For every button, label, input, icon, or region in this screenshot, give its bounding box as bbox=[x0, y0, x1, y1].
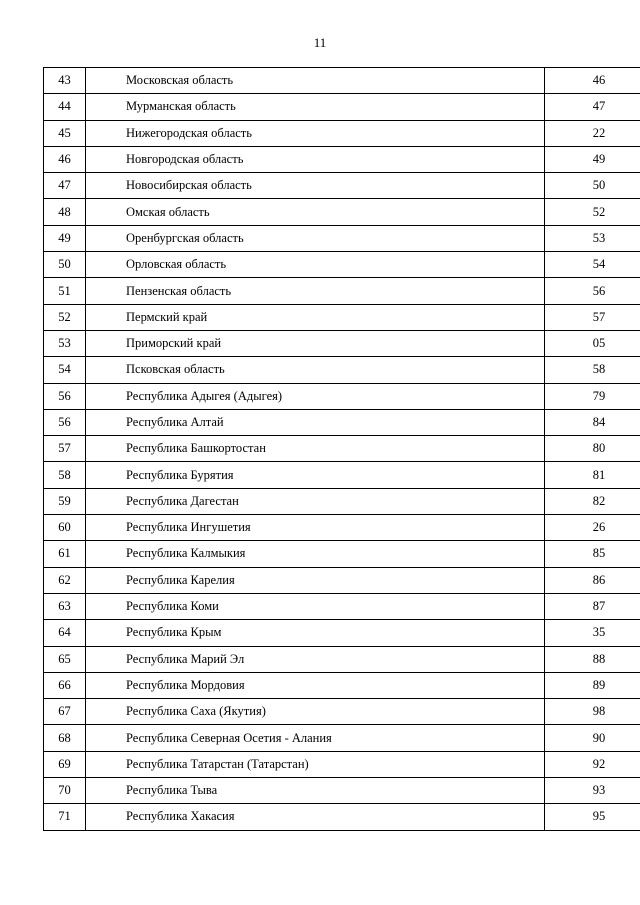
region-code-cell: 05 bbox=[545, 330, 640, 356]
region-name-cell: Республика Мордовия bbox=[86, 672, 545, 698]
row-number-cell: 51 bbox=[44, 278, 86, 304]
row-number-cell: 61 bbox=[44, 541, 86, 567]
page-number: 11 bbox=[313, 35, 327, 50]
row-number-cell: 44 bbox=[44, 94, 86, 120]
region-code-cell: 88 bbox=[545, 646, 640, 672]
region-code-cell: 89 bbox=[545, 672, 640, 698]
row-number-cell: 65 bbox=[44, 646, 86, 672]
region-code-cell: 35 bbox=[545, 620, 640, 646]
region-name-cell: Республика Хакасия bbox=[86, 804, 545, 830]
region-code-cell: 93 bbox=[545, 778, 640, 804]
region-code-cell: 92 bbox=[545, 751, 640, 777]
table-row bbox=[44, 225, 640, 251]
row-number-cell: 67 bbox=[44, 699, 86, 725]
region-name-cell: Приморский край bbox=[86, 330, 545, 356]
region-name-cell: Республика Башкортостан bbox=[86, 436, 545, 462]
region-name-cell: Омская область bbox=[86, 199, 545, 225]
table-row bbox=[44, 278, 640, 304]
table-row bbox=[44, 462, 640, 488]
region-code-cell: 95 bbox=[545, 804, 640, 830]
row-number-cell: 57 bbox=[44, 436, 86, 462]
row-number-cell: 56 bbox=[44, 383, 86, 409]
row-number-cell: 58 bbox=[44, 462, 86, 488]
row-number-cell: 46 bbox=[44, 146, 86, 172]
region-name-cell: Орловская область bbox=[86, 252, 545, 278]
table-row bbox=[44, 620, 640, 646]
row-number-cell: 47 bbox=[44, 173, 86, 199]
region-code-cell: 56 bbox=[545, 278, 640, 304]
region-code-cell: 49 bbox=[545, 146, 640, 172]
row-number-cell: 54 bbox=[44, 357, 86, 383]
region-code-cell: 26 bbox=[545, 515, 640, 541]
region-name-cell: Республика Дагестан bbox=[86, 488, 545, 514]
region-code-cell: 47 bbox=[545, 94, 640, 120]
table-row bbox=[44, 146, 640, 172]
row-number-cell: 70 bbox=[44, 778, 86, 804]
region-name-cell: Пермский край bbox=[86, 304, 545, 330]
region-code-cell: 90 bbox=[545, 725, 640, 751]
table-row bbox=[44, 120, 640, 146]
table-row bbox=[44, 567, 640, 593]
region-code-cell: 85 bbox=[545, 541, 640, 567]
table-row bbox=[44, 541, 640, 567]
table-row bbox=[44, 68, 640, 94]
region-name-cell: Республика Бурятия bbox=[86, 462, 545, 488]
row-number-cell: 52 bbox=[44, 304, 86, 330]
table-row bbox=[44, 409, 640, 435]
region-name-cell: Республика Коми bbox=[86, 593, 545, 619]
table-row bbox=[44, 199, 640, 225]
region-code-cell: 22 bbox=[545, 120, 640, 146]
region-name-cell: Мурманская область bbox=[86, 94, 545, 120]
table-row bbox=[44, 646, 640, 672]
region-name-cell: Республика Адыгея (Адыгея) bbox=[86, 383, 545, 409]
region-code-cell: 50 bbox=[545, 173, 640, 199]
region-code-cell: 84 bbox=[545, 409, 640, 435]
table-row bbox=[44, 725, 640, 751]
region-name-cell: Пензенская область bbox=[86, 278, 545, 304]
region-code-cell: 81 bbox=[545, 462, 640, 488]
regions-table-body bbox=[44, 68, 640, 831]
table-row bbox=[44, 672, 640, 698]
region-name-cell: Московская область bbox=[86, 68, 545, 94]
row-number-cell: 68 bbox=[44, 725, 86, 751]
row-number-cell: 49 bbox=[44, 225, 86, 251]
row-number-cell: 64 bbox=[44, 620, 86, 646]
table-row bbox=[44, 751, 640, 777]
row-number-cell: 60 bbox=[44, 515, 86, 541]
region-name-cell: Республика Алтай bbox=[86, 409, 545, 435]
region-code-cell: 54 bbox=[545, 252, 640, 278]
table-row bbox=[44, 778, 640, 804]
table-row bbox=[44, 383, 640, 409]
region-code-cell: 58 bbox=[545, 357, 640, 383]
table-row bbox=[44, 699, 640, 725]
region-name-cell: Республика Ингушетия bbox=[86, 515, 545, 541]
row-number-cell: 59 bbox=[44, 488, 86, 514]
region-name-cell: Оренбургская область bbox=[86, 225, 545, 251]
row-number-cell: 43 bbox=[44, 68, 86, 94]
region-name-cell: Республика Калмыкия bbox=[86, 541, 545, 567]
table-row bbox=[44, 173, 640, 199]
region-code-cell: 80 bbox=[545, 436, 640, 462]
table-row bbox=[44, 252, 640, 278]
region-code-cell: 46 bbox=[545, 68, 640, 94]
row-number-cell: 53 bbox=[44, 330, 86, 356]
table-row bbox=[44, 330, 640, 356]
region-code-cell: 86 bbox=[545, 567, 640, 593]
table-row bbox=[44, 804, 640, 830]
row-number-cell: 45 bbox=[44, 120, 86, 146]
table-row bbox=[44, 593, 640, 619]
row-number-cell: 69 bbox=[44, 751, 86, 777]
region-name-cell: Республика Крым bbox=[86, 620, 545, 646]
table-row bbox=[44, 515, 640, 541]
region-name-cell: Республика Тыва bbox=[86, 778, 545, 804]
row-number-cell: 63 bbox=[44, 593, 86, 619]
row-number-cell: 71 bbox=[44, 804, 86, 830]
region-code-cell: 87 bbox=[545, 593, 640, 619]
region-code-cell: 79 bbox=[545, 383, 640, 409]
region-name-cell: Нижегородская область bbox=[86, 120, 545, 146]
region-name-cell: Псковская область bbox=[86, 357, 545, 383]
region-code-cell: 57 bbox=[545, 304, 640, 330]
region-code-cell: 98 bbox=[545, 699, 640, 725]
row-number-cell: 56 bbox=[44, 409, 86, 435]
region-code-cell: 53 bbox=[545, 225, 640, 251]
region-code-cell: 82 bbox=[545, 488, 640, 514]
region-name-cell: Новосибирская область bbox=[86, 173, 545, 199]
region-code-cell: 52 bbox=[545, 199, 640, 225]
region-name-cell: Республика Карелия bbox=[86, 567, 545, 593]
region-name-cell: Республика Татарстан (Татарстан) bbox=[86, 751, 545, 777]
row-number-cell: 62 bbox=[44, 567, 86, 593]
table-row bbox=[44, 304, 640, 330]
row-number-cell: 48 bbox=[44, 199, 86, 225]
table-row bbox=[44, 436, 640, 462]
row-number-cell: 50 bbox=[44, 252, 86, 278]
region-name-cell: Республика Северная Осетия - Алания bbox=[86, 725, 545, 751]
row-number-cell: 66 bbox=[44, 672, 86, 698]
region-name-cell: Новгородская область bbox=[86, 146, 545, 172]
table-row bbox=[44, 94, 640, 120]
regions-table bbox=[43, 67, 640, 831]
region-name-cell: Республика Марий Эл bbox=[86, 646, 545, 672]
table-row bbox=[44, 488, 640, 514]
region-name-cell: Республика Саха (Якутия) bbox=[86, 699, 545, 725]
table-row bbox=[44, 357, 640, 383]
